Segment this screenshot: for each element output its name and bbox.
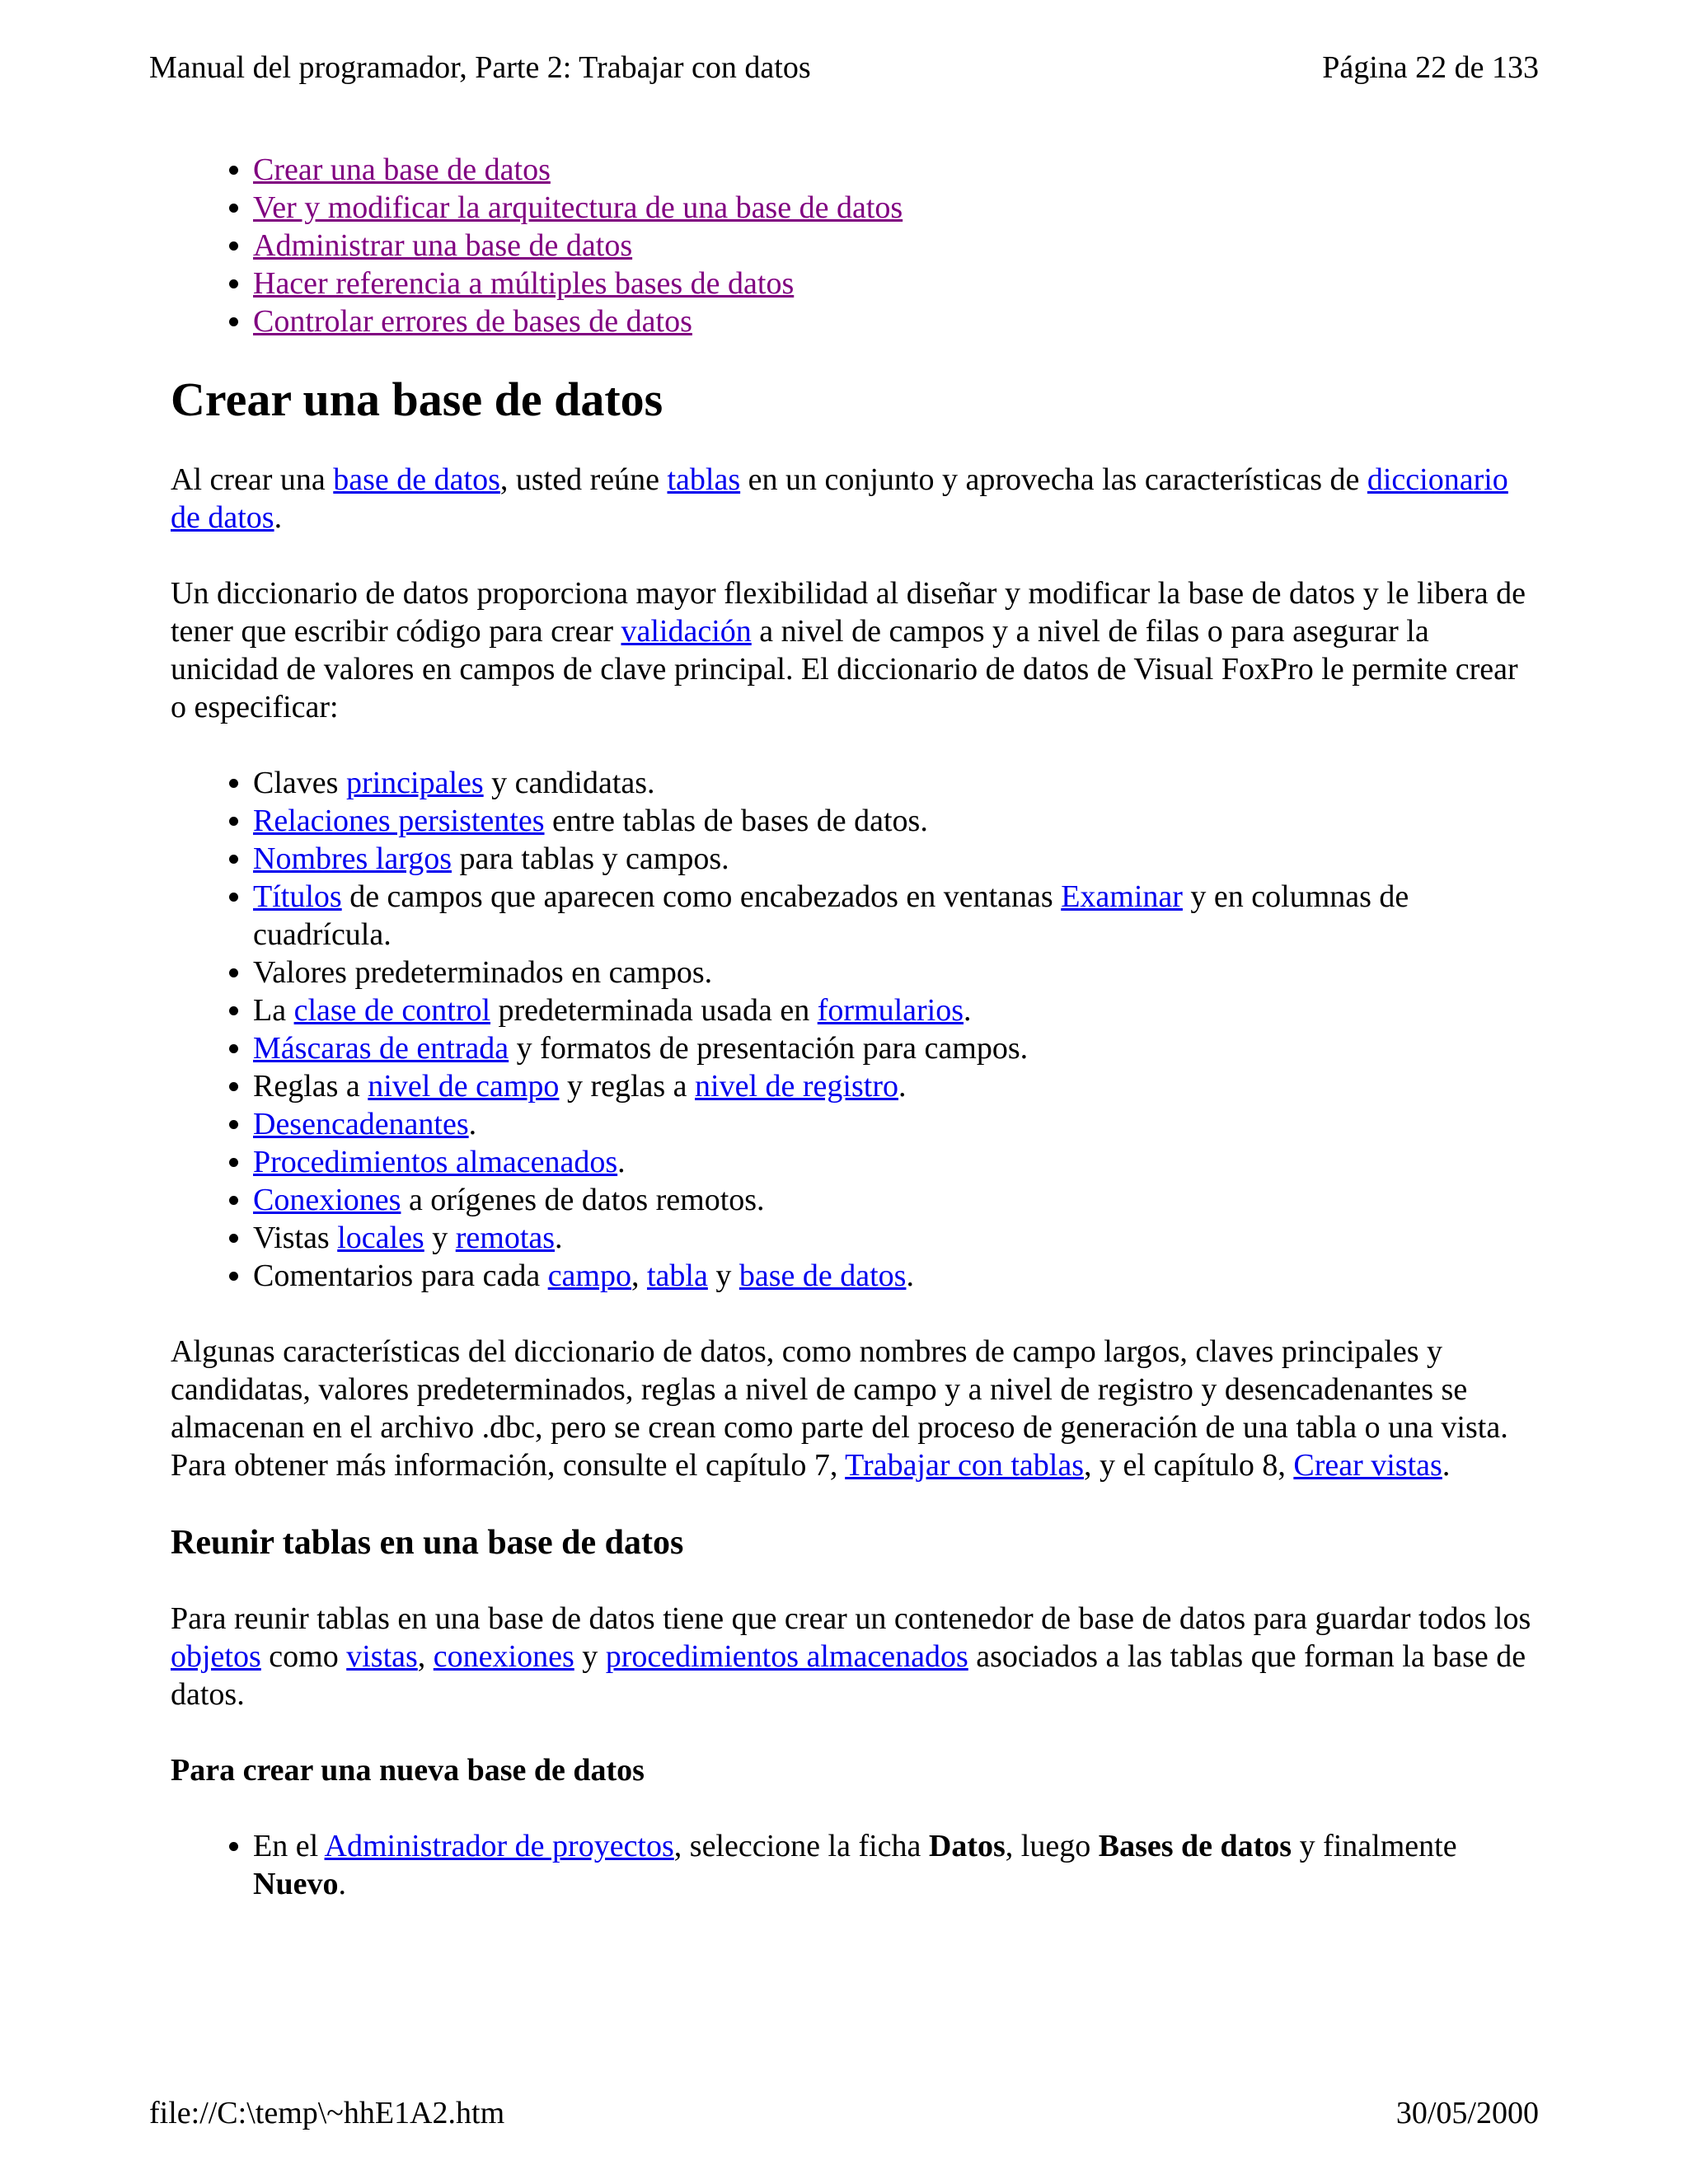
link-validacion[interactable]: validación	[621, 614, 752, 649]
link-mascaras-de-entrada[interactable]: Máscaras de entrada	[253, 1031, 509, 1066]
list-item	[253, 1181, 1539, 1219]
list-item	[253, 802, 1539, 840]
text: asociados a las tablas que forman la base de datos.	[171, 1639, 1526, 1712]
list-item	[253, 302, 1539, 340]
link-locales[interactable]: locales	[337, 1221, 424, 1255]
link-diccionario-de-datos[interactable]: diccionario de datos	[171, 462, 1508, 535]
text: de campos que aparecen como encabezados en ventanas	[341, 879, 1062, 914]
link-relaciones-persistentes[interactable]: Relaciones persistentes	[253, 804, 545, 838]
link-principales[interactable]: principales	[345, 766, 484, 800]
link-conexiones-2[interactable]: conexiones	[433, 1639, 574, 1674]
text: .	[964, 993, 972, 1028]
list-item	[253, 1257, 1539, 1295]
topic-links-list	[171, 151, 1539, 340]
text: a orígenes de datos remotos.	[401, 1183, 765, 1217]
link-procedimientos-almacenados[interactable]: Procedimientos almacenados	[253, 1145, 618, 1179]
document-body	[171, 151, 1539, 1903]
list-item	[253, 189, 1539, 227]
feature-list	[171, 764, 1539, 1295]
text: .	[617, 1145, 626, 1179]
text: .	[906, 1258, 914, 1293]
link-nombres-largos[interactable]: Nombres largos	[253, 841, 452, 876]
topic-link-crear[interactable]: Crear una base de datos	[253, 152, 551, 187]
link-crear-vistas[interactable]: Crear vistas	[1293, 1448, 1442, 1483]
intro-paragraph	[171, 461, 1539, 537]
text: .	[555, 1221, 563, 1255]
link-objetos[interactable]: objetos	[171, 1639, 261, 1674]
text: .	[898, 1069, 907, 1104]
text: Al crear una	[171, 462, 334, 497]
text: y	[707, 1258, 739, 1293]
list-item	[253, 265, 1539, 302]
page-header-title: Manual del programador, Parte 2: Trabajar con datos	[149, 50, 811, 85]
list-item	[253, 878, 1539, 954]
container-paragraph	[171, 1600, 1539, 1713]
text: en un conjunto y aprovecha las características de	[740, 462, 1367, 497]
list-item	[253, 764, 1539, 802]
link-examinar[interactable]: Examinar	[1061, 879, 1183, 914]
text: y	[574, 1639, 606, 1674]
text: ,	[631, 1258, 647, 1293]
text: entre tablas de bases de datos.	[544, 804, 928, 838]
text: y reglas a	[559, 1069, 696, 1104]
ui-term-nuevo: Nuevo	[253, 1867, 339, 1901]
text: y	[424, 1221, 456, 1255]
text: Valores predeterminados en campos.	[253, 955, 713, 990]
link-formularios[interactable]: formularios	[817, 993, 964, 1028]
list-item	[253, 1827, 1539, 1903]
text: , usted reúne	[499, 462, 668, 497]
text: Claves	[253, 766, 346, 800]
list-item	[253, 991, 1539, 1029]
list-item	[253, 1105, 1539, 1143]
text: .	[274, 500, 283, 535]
ui-term-datos: Datos	[928, 1829, 1006, 1863]
list-item	[253, 1143, 1539, 1181]
link-titulos[interactable]: Títulos	[253, 879, 342, 914]
link-desencadenantes[interactable]: Desencadenantes	[253, 1107, 469, 1141]
text: Un diccionario de datos proporciona mayor flexibilidad al diseñar y modificar la base de datos y le libera de tener que escribir código para crear	[171, 576, 1526, 649]
link-vistas[interactable]: vistas	[346, 1639, 418, 1674]
list-item	[253, 151, 1539, 189]
section-heading: Crear una base de datos	[171, 373, 663, 426]
dictionary-paragraph	[171, 574, 1539, 726]
text: y en columnas de cuadrícula.	[253, 879, 1409, 952]
text: ,	[417, 1639, 434, 1674]
link-administrador-de-proyectos[interactable]: Administrador de proyectos	[324, 1829, 674, 1863]
link-clase-de-control[interactable]: clase de control	[293, 993, 491, 1028]
text: .	[468, 1107, 477, 1141]
list-item	[253, 840, 1539, 878]
procedure-heading: Para crear una nueva base de datos	[171, 1753, 645, 1788]
text: , luego	[1005, 1829, 1099, 1863]
link-tabla[interactable]: tabla	[646, 1258, 708, 1293]
text: En el	[253, 1829, 325, 1863]
list-item	[253, 227, 1539, 265]
page-footer-path: file://C:\temp\~hhE1A2.htm	[149, 2096, 505, 2130]
text: , y el capítulo 8,	[1084, 1448, 1294, 1483]
text: Vistas	[253, 1221, 338, 1255]
page-footer-date: 30/05/2000	[1395, 2096, 1539, 2130]
text: como	[260, 1639, 347, 1674]
link-nivel-de-campo[interactable]: nivel de campo	[368, 1069, 560, 1104]
text: y finalmente	[1292, 1829, 1457, 1863]
page-number: Página 22 de 133	[1322, 50, 1539, 85]
storage-paragraph	[171, 1333, 1539, 1484]
text: , seleccione la ficha	[673, 1829, 929, 1863]
link-procedimientos-almacenados-2[interactable]: procedimientos almacenados	[605, 1639, 968, 1674]
text: Comentarios para cada	[253, 1258, 548, 1293]
text: predeterminada usada en	[490, 993, 818, 1028]
link-trabajar-con-tablas[interactable]: Trabajar con tablas	[845, 1448, 1085, 1483]
link-tablas[interactable]: tablas	[667, 462, 741, 497]
link-conexiones[interactable]: Conexiones	[253, 1183, 401, 1217]
list-item	[253, 1219, 1539, 1257]
topic-link-multiples[interactable]: Hacer referencia a múltiples bases de datos	[253, 266, 795, 301]
link-campo[interactable]: campo	[547, 1258, 631, 1293]
text: Reglas a	[253, 1069, 368, 1104]
list-item	[253, 1067, 1539, 1105]
link-nivel-de-registro[interactable]: nivel de registro	[695, 1069, 898, 1104]
topic-link-administrar[interactable]: Administrar una base de datos	[253, 228, 633, 263]
text: Algunas características del diccionario de datos, como nombres de campo largos, claves principales y candidatas, valores predeterminados, reglas a nivel de campo y a nivel de registro y desencadenantes se almacenan en el archivo .dbc, pero se crean como parte del proceso de generación de una tabla o una vista. Para obtener más información, consulte el capítulo 7,	[171, 1334, 1508, 1483]
text: a nivel de campos y a nivel de filas o para asegurar la unicidad de valores en campos de clave principal. El diccionario de datos de Visual FoxPro le permite crear o especificar:	[171, 614, 1518, 724]
topic-link-arquitectura[interactable]: Ver y modificar la arquitectura de una base de datos	[253, 190, 903, 225]
link-remotas[interactable]: remotas	[455, 1221, 556, 1255]
text: .	[1442, 1448, 1451, 1483]
text: y formatos de presentación para campos.	[509, 1031, 1029, 1066]
text: y candidatas.	[483, 766, 655, 800]
subsection-heading: Reunir tablas en una base de datos	[171, 1524, 684, 1562]
list-item	[253, 954, 1539, 991]
text: para tablas y campos.	[452, 841, 729, 876]
list-item	[253, 1029, 1539, 1067]
link-base-de-datos-2[interactable]: base de datos	[738, 1258, 907, 1293]
text: Para reunir tablas en una base de datos tiene que crear un contenedor de base de datos para guardar todos los	[171, 1601, 1531, 1636]
ui-term-bases-de-datos: Bases de datos	[1098, 1829, 1292, 1863]
text: La	[253, 993, 294, 1028]
text: .	[338, 1867, 346, 1901]
topic-link-errores[interactable]: Controlar errores de bases de datos	[253, 304, 692, 339]
procedure-steps	[171, 1827, 1539, 1903]
link-base-de-datos[interactable]: base de datos	[333, 462, 500, 497]
